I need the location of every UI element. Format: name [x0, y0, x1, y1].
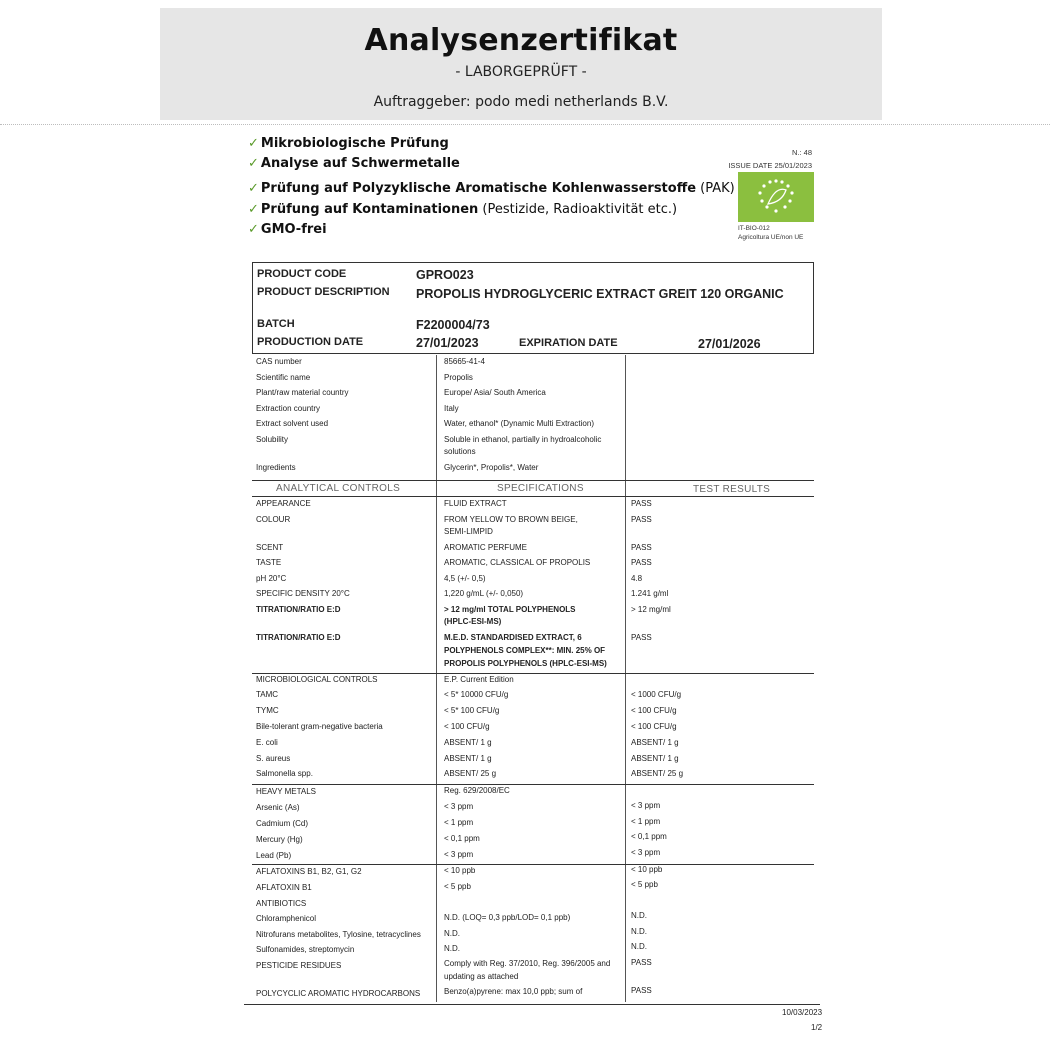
analysis-spec: AROMATIC, CLASSICAL OF PROPOLIS: [444, 558, 591, 567]
info-label: Scientific name: [256, 373, 311, 382]
metal-spec: < 0,1 ppm: [444, 834, 480, 843]
analysis-label: TITRATION/RATIO E:D: [256, 605, 341, 614]
control-result: < 10 ppb: [631, 865, 663, 874]
eu-origin: Agricoltura UE/non UE: [738, 234, 804, 241]
analysis-result: 4.8: [631, 574, 643, 583]
analysis-result: PASS: [631, 499, 652, 508]
metal-spec: Reg. 629/2008/EC: [444, 786, 510, 795]
row-divider: [252, 496, 814, 497]
micro-spec: < 100 CFU/g: [444, 722, 490, 731]
control-spec: < 5 ppb: [444, 882, 471, 891]
micro-label: Bile-tolerant gram-negative bacteria: [256, 722, 383, 731]
metal-label: Arsenic (As): [256, 803, 300, 812]
col-header-controls: ANALYTICAL CONTROLS: [276, 483, 401, 494]
row-divider: [244, 1004, 820, 1005]
analysis-label: SCENT: [256, 543, 284, 552]
analysis-result: PASS: [631, 558, 652, 567]
metal-label: Lead (Pb): [256, 851, 292, 860]
batch-value: F2200004/73: [416, 318, 490, 332]
expiration-date-label: EXPIRATION DATE: [519, 337, 618, 349]
micro-result: ABSENT/ 25 g: [631, 769, 684, 778]
product-desc-value: PROPOLIS HYDROGLYCERIC EXTRACT GREIT 120 ORGANIC: [416, 287, 784, 301]
info-label: Ingredients: [256, 463, 296, 472]
check-icon: ✓: [248, 222, 259, 237]
control-result: PASS: [631, 986, 652, 995]
analysis-spec-cont: SEMI-LIMPID: [444, 527, 493, 536]
analysis-label: pH 20°C: [256, 574, 287, 583]
micro-result: < 1000 CFU/g: [631, 690, 682, 699]
control-spec: N.D. (LOQ= 0,3 ppb/LOD= 0,1 ppb): [444, 913, 571, 922]
control-label: AFLATOXIN B1: [256, 883, 312, 892]
micro-label: TYMC: [256, 706, 279, 715]
page-subtitle: - LABORGEPRÜFT -: [455, 64, 587, 80]
doc-number: N.: 48: [791, 148, 812, 157]
eu-code: IT-BIO-012: [738, 225, 770, 232]
check-icon: ✓: [248, 181, 259, 196]
control-result: < 5 ppb: [631, 880, 658, 889]
column-divider: [625, 355, 626, 1002]
batch-label: BATCH: [257, 318, 295, 330]
check-icon: ✓: [248, 136, 259, 151]
info-value: Soluble in ethanol, partially in hydroalcoholic: [444, 435, 602, 444]
metal-result: < 3 ppm: [631, 848, 661, 857]
expiration-date-value: 27/01/2026: [698, 337, 761, 351]
micro-result: ABSENT/ 1 g: [631, 738, 679, 747]
analysis-label: APPEARANCE: [256, 499, 311, 508]
analysis-spec: 1,220 g/mL (+/- 0,050): [444, 589, 524, 598]
check-item-note: (PAK): [696, 181, 735, 196]
check-item-bold: Analyse auf Schwermetalle: [260, 156, 460, 171]
micro-spec: ABSENT/ 25 g: [444, 769, 497, 778]
micro-label: Salmonella spp.: [256, 769, 313, 778]
micro-spec: E.P. Current Edition: [444, 675, 514, 684]
analysis-result: > 12 mg/ml: [631, 605, 671, 614]
analysis-spec: FLUID EXTRACT: [444, 499, 507, 508]
metal-label: HEAVY METALS: [256, 787, 317, 796]
control-spec: N.D.: [444, 929, 460, 938]
analysis-spec: M.E.D. STANDARDISED EXTRACT, 6: [444, 633, 582, 642]
analysis-result: PASS: [631, 633, 652, 642]
micro-result: < 100 CFU/g: [631, 706, 677, 715]
control-label: Sulfonamides, streptomycin: [256, 945, 355, 954]
info-value: 85665-41-4: [444, 357, 485, 366]
col-header-specs: SPECIFICATIONS: [497, 483, 584, 494]
micro-spec: < 5* 100 CFU/g: [444, 706, 500, 715]
info-label: CAS number: [256, 357, 302, 366]
metal-result: < 1 ppm: [631, 817, 661, 826]
info-label: Solubility: [256, 435, 289, 444]
info-value-cont: solutions: [444, 447, 476, 456]
product-desc-label: PRODUCT DESCRIPTION: [257, 286, 390, 298]
row-divider: [252, 673, 814, 674]
analysis-spec: AROMATIC PERFUME: [444, 543, 527, 552]
micro-spec: < 5* 10000 CFU/g: [444, 690, 509, 699]
control-spec: Benzo(a)pyrene: max 10,0 ppb; sum of: [444, 987, 583, 996]
info-value: Water, ethanol* (Dynamic Multi Extraction): [444, 419, 594, 428]
micro-label: MICROBIOLOGICAL CONTROLS: [256, 675, 378, 684]
analysis-result: 1.241 g/ml: [631, 589, 669, 598]
control-label: POLYCYCLIC AROMATIC HYDROCARBONS: [256, 989, 421, 998]
control-label: ANTIBIOTICS: [256, 899, 307, 908]
metal-result: < 0,1 ppm: [631, 832, 667, 841]
analysis-spec: > 12 mg/ml TOTAL POLYPHENOLS: [444, 605, 576, 614]
footer-date: 10/03/2023: [782, 1008, 823, 1017]
analysis-spec-cont: PROPOLIS POLYPHENOLS (HPLC-ESI-MS): [444, 659, 607, 668]
column-divider: [436, 355, 437, 1002]
product-code-label: PRODUCT CODE: [257, 268, 347, 280]
micro-spec: ABSENT/ 1 g: [444, 738, 492, 747]
check-item-note: (Pestizide, Radioaktivität etc.): [478, 202, 678, 217]
micro-result: < 100 CFU/g: [631, 722, 677, 731]
check-icon: ✓: [248, 202, 259, 217]
metal-result: < 3 ppm: [631, 801, 661, 810]
control-label: PESTICIDE RESIDUES: [256, 961, 342, 970]
client-line: Auftraggeber: podo medi netherlands B.V.: [373, 94, 669, 110]
page-number: 1/2: [811, 1023, 823, 1032]
metal-label: Cadmium (Cd): [256, 819, 309, 828]
control-spec-cont: updating as attached: [444, 972, 519, 981]
info-value: Glycerin*, Propolis*, Water: [444, 463, 539, 472]
control-label: Chloramphenicol: [256, 914, 317, 923]
metal-spec: < 3 ppm: [444, 850, 474, 859]
check-item-bold: Prüfung auf Kontaminationen: [260, 202, 479, 217]
analysis-result: PASS: [631, 543, 652, 552]
check-item-bold: GMO-frei: [260, 222, 327, 237]
page-title: Analysenzertifikat: [364, 23, 678, 58]
product-code-value: GPRO023: [416, 268, 474, 282]
row-divider: [252, 480, 814, 481]
info-value: Italy: [444, 404, 459, 413]
micro-result: ABSENT/ 1 g: [631, 754, 679, 763]
analysis-result: PASS: [631, 515, 652, 524]
production-date-value: 27/01/2023: [416, 336, 479, 350]
control-result: N.D.: [631, 927, 647, 936]
control-label: Nitrofurans metabolites, Tylosine, tetracyclines: [256, 930, 421, 939]
check-icon: ✓: [248, 156, 259, 171]
analysis-label: COLOUR: [256, 515, 291, 524]
micro-label: TAMC: [256, 690, 279, 699]
analysis-spec-cont: (HPLC-ESI-MS): [444, 617, 502, 626]
issue-date: ISSUE DATE 25/01/2023: [728, 161, 812, 170]
control-spec: < 10 ppb: [444, 866, 476, 875]
info-label: Extraction country: [256, 404, 321, 413]
analysis-label: TITRATION/RATIO E:D: [256, 633, 341, 642]
row-divider: [252, 864, 814, 865]
micro-label: S. aureus: [256, 754, 291, 763]
check-item-bold: Mikrobiologische Prüfung: [260, 136, 449, 151]
col-header-results: TEST RESULTS: [693, 484, 771, 495]
row-divider: [252, 784, 814, 785]
micro-label: E. coli: [256, 738, 278, 747]
micro-spec: ABSENT/ 1 g: [444, 754, 492, 763]
production-date-label: PRODUCTION DATE: [257, 336, 364, 348]
metal-label: Mercury (Hg): [256, 835, 303, 844]
info-label: Plant/raw material country: [256, 388, 349, 397]
control-result: N.D.: [631, 942, 647, 951]
control-result: PASS: [631, 958, 652, 967]
metal-spec: < 3 ppm: [444, 802, 474, 811]
info-label: Extract solvent used: [256, 419, 329, 428]
control-spec: N.D.: [444, 944, 460, 953]
info-value: Propolis: [444, 373, 473, 382]
analysis-spec: FROM YELLOW TO BROWN BEIGE,: [444, 515, 578, 524]
check-item-bold: Prüfung auf Polyzyklische Aromatische Kohlenwasserstoffe: [260, 181, 697, 196]
control-label: AFLATOXINS B1, B2, G1, G2: [256, 867, 362, 876]
info-value: Europe/ Asia/ South America: [444, 388, 546, 397]
analysis-label: SPECIFIC DENSITY 20°C: [256, 589, 350, 598]
control-spec: Comply with Reg. 37/2010, Reg. 396/2005 and: [444, 959, 611, 968]
analysis-label: TASTE: [256, 558, 282, 567]
analysis-spec-cont: POLYPHENOLS COMPLEX**: MIN. 25% OF: [444, 646, 606, 655]
metal-spec: < 1 ppm: [444, 818, 474, 827]
control-result: N.D.: [631, 911, 647, 920]
analysis-spec: 4,5 (+/- 0,5): [444, 574, 486, 583]
